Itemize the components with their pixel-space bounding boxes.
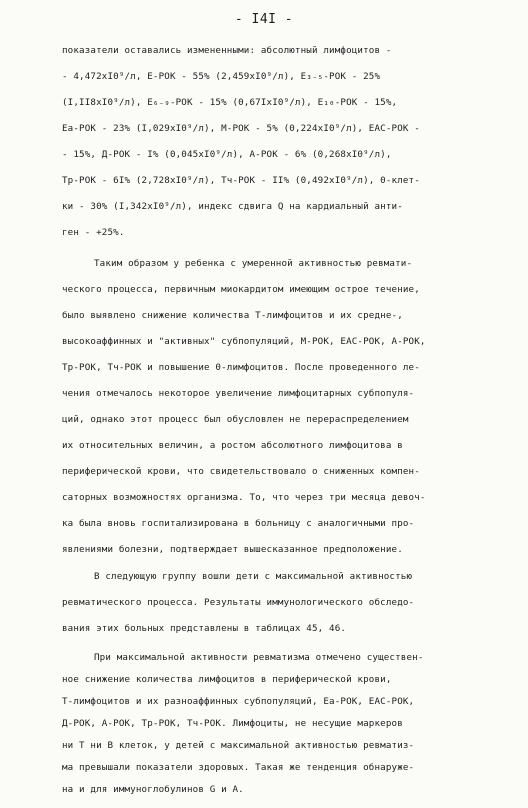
text-line: на и для иммуноглобулинов G и А. [62,784,244,795]
text-line: ка была вновь госпитализирована в больницу с аналогичными про- [62,518,415,529]
text-line: ген - +25%. [62,227,125,238]
text-line: ки - 30% (I,342xI0⁹/л), индекс сдвига Q на кардиальный анти- [62,201,403,212]
text-line: Еа-РОК - 23% (I,029xI0⁹/л), М-РОК - 5% (0,224xI0⁹/л), ЕАС-РОК - [62,123,420,134]
text-line: ций, однако этот процесс был обусловлен не перераспределением [62,414,409,425]
text-line: чения отмечалось некоторое увеличение лимфоцитарных субпопуля- [62,388,415,399]
text-line: ревматического процесса. Результаты иммунологического обследо- [62,597,415,608]
text-line: Д-РОК, А-РОК, Тр-РОК, Тч-РОК. Лимфоциты, не несущие маркеров [62,718,403,729]
text-line: Т-лимфоцитов и их разноаффинных субпопуляций, Еа-РОК, ЕАС-РОК, [62,696,415,707]
text-line: - 4,472xI0⁹/л, Е-РОК - 55% (2,459xI0⁹/л), Е₃₋₅-РОК - 25% [62,71,381,82]
page-number: - I4I - [234,12,294,27]
text-line: их относительных величин, а ростом абсолютного лимфоцитова в [62,440,403,451]
text-line: Тр-РОК, Тч-РОК и повышение 0-лимфоцитов. После проведенного ле- [62,362,420,373]
text-line: Таким образом у ребенка с умеренной активностью ревмати- [94,258,413,269]
text-line: Тр-РОК - 6I% (2,728xI0⁹/л), Тч-РОК - II% (0,492xI0⁹/л), 0-клет- [62,175,420,186]
text-line: (I,II8xI0⁹/л), Е₆₋₉-РОК - 15% (0,67IxI0⁹/л), Е₁₀-РОК - 15%, [62,97,398,108]
text-line: высокоаффинных и "активных" субпопуляций, М-РОК, ЕАС-РОК, А-РОК, [62,336,426,347]
text-line: В следующую группу вошли дети с максимальной активностью [94,571,413,582]
text-line: показатели оставались измененными: абсолютный лимфоцитов - [62,45,392,56]
text-line: саторных возможностях организма. То, что через три месяца девоч- [62,492,426,503]
text-line: ное снижение количества лимфоцитов в периферической крови, [62,674,392,685]
text-line: При максимальной активности ревматизма отмечено существен- [94,652,424,663]
text-line: ни Т ни В клеток, у детей с максимальной активностью ревматиз- [62,740,415,751]
text-line: ма превышали показатели здоровых. Такая же тенденция обнаруже- [62,762,415,773]
text-line: - 15%, Д-РОК - I% (0,045xI0⁹/л), А-РОК - 6% (0,268xI0⁹/л), [62,149,392,160]
text-line: явлениями болезни, подтверждает вышесказанное предположение. [62,544,403,555]
text-line: периферической крови, что свидетельствовало о сниженных компен- [62,466,420,477]
text-line: вания этих больных представлены в таблицах 45, 46. [62,623,347,634]
text-line: ческого процесса, первичным миокардитом имеющим острое течение, [62,284,420,295]
text-line: было выявлено снижение количества Т-лимфоцитов и их средне-, [62,310,403,321]
